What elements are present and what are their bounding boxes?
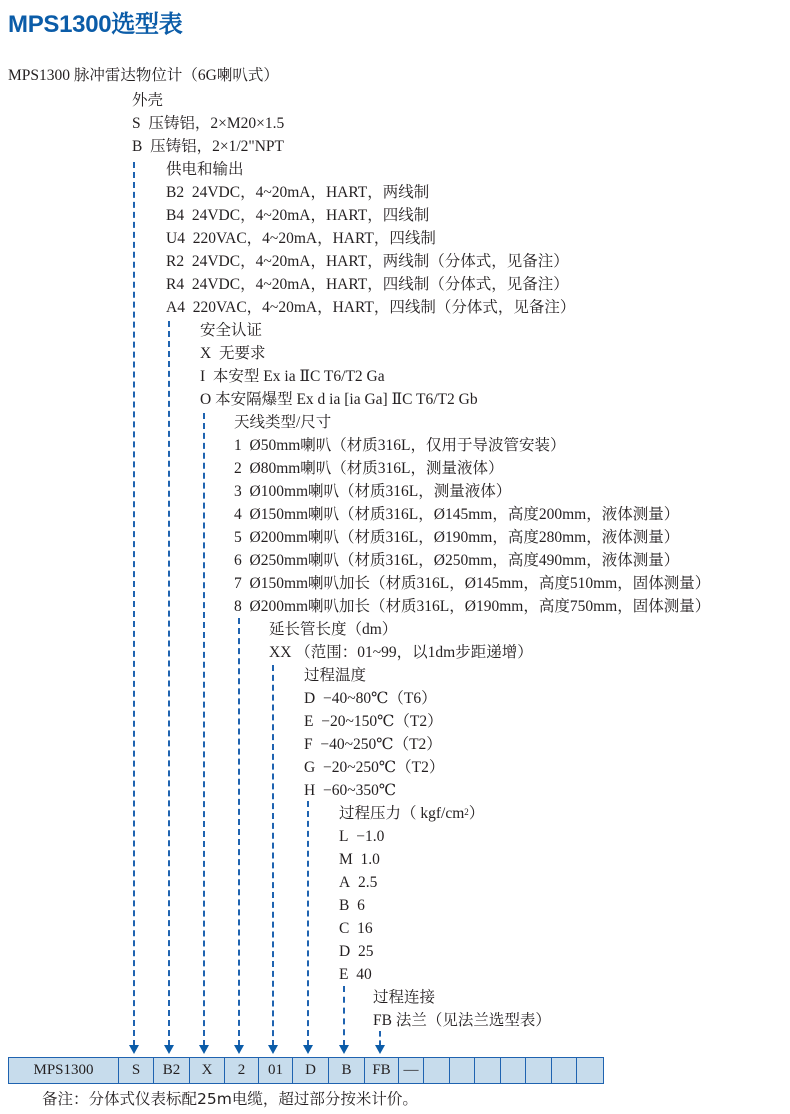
option-safety-o: O 本安隔爆型 Ex d ia [ia Ga] ⅡC T6/T2 Gb [200, 391, 478, 408]
option-power-a4: A4 220VAC，4~20mA，HART，四线制（分体式，见备注） [166, 299, 576, 316]
connector-line-housing [133, 162, 135, 1046]
connector-line-power [168, 321, 170, 1046]
section-heading-connection: 过程连接 [373, 989, 436, 1006]
code-cell-housing: S [119, 1058, 154, 1083]
section-heading-safety: 安全认证 [200, 322, 263, 339]
code-cell-pressure: B [329, 1058, 365, 1083]
option-safety-i: I 本安型 Ex ia ⅡC T6/T2 Ga [200, 368, 385, 385]
section-heading-temperature: 过程温度 [304, 667, 367, 684]
connector-line-connection [379, 1031, 381, 1046]
code-cell-empty [475, 1058, 501, 1083]
code-cell-connection: FB [365, 1058, 399, 1083]
option-temp-d: D −40~80℃（T6） [304, 690, 437, 707]
code-cell-temperature: D [293, 1058, 329, 1083]
option-temp-g: G −20~250℃（T2） [304, 759, 445, 776]
option-power-b2: B2 24VDC，4~20mA，HART，两线制 [166, 184, 430, 201]
arrow-down-icon [234, 1045, 244, 1054]
option-temp-h: H −60~350℃ [304, 782, 397, 799]
arrow-down-icon [268, 1045, 278, 1054]
code-cell-empty [424, 1058, 450, 1083]
option-connection-fb: FB 法兰（见法兰选型表） [373, 1012, 551, 1029]
option-power-r2: R2 24VDC，4~20mA，HART，两线制（分体式，见备注） [166, 253, 569, 270]
code-cell-empty [552, 1058, 578, 1083]
option-antenna-2: 2 Ø80mm喇叭（材质316L，测量液体） [234, 460, 504, 477]
arrow-down-icon [199, 1045, 209, 1054]
option-antenna-8: 8 Ø200mm喇叭加长（材质316L，Ø190mm，高度750mm，固体测量） [234, 598, 711, 615]
arrow-down-icon [164, 1045, 174, 1054]
code-cell-power: B2 [154, 1058, 190, 1083]
option-pressure-e: E 40 [339, 966, 372, 983]
code-cell-safety: X [190, 1058, 225, 1083]
option-housing-b: B 压铸铝，2×1/2"NPT [132, 138, 285, 155]
option-power-u4: U4 220VAC，4~20mA，HART，四线制 [166, 230, 436, 247]
option-pressure-d: D 25 [339, 943, 374, 960]
code-cell-empty [577, 1058, 603, 1083]
option-power-b4: B4 24VDC，4~20mA，HART，四线制 [166, 207, 430, 224]
code-cell-extension: 01 [259, 1058, 293, 1083]
section-heading-extension: 延长管长度（dm） [269, 621, 398, 638]
option-housing-s: S 压铸铝，2×M20×1.5 [132, 115, 285, 132]
connector-line-temperature [307, 801, 309, 1046]
section-heading-pressure: 过程压力（ kgf/$cm^2$） [339, 805, 485, 822]
option-pressure-a: A 2.5 [339, 874, 378, 891]
product-name: MPS1300 脉冲雷达物位计（6G喇叭式） [8, 67, 279, 84]
footnote: 备注：分体式仪表标配25m电缆，超过部分按米计价。 [42, 1090, 418, 1108]
option-pressure-c: C 16 [339, 920, 373, 937]
code-cell-dash: — [399, 1058, 424, 1083]
option-pressure-b: B 6 [339, 897, 365, 914]
option-antenna-1: 1 Ø50mm喇叭（材质316L，仅用于导波管安装） [234, 437, 566, 454]
option-temp-e: E −20~150℃（T2） [304, 713, 443, 730]
option-antenna-4: 4 Ø150mm喇叭（材质316L，Ø145mm，高度200mm，液体测量） [234, 506, 680, 523]
code-cell-empty [501, 1058, 527, 1083]
connector-line-antenna [238, 618, 240, 1046]
code-cell-empty [450, 1058, 476, 1083]
option-pressure-m: M 1.0 [339, 851, 380, 868]
option-antenna-5: 5 Ø200mm喇叭（材质316L，Ø190mm，高度280mm，液体测量） [234, 529, 680, 546]
option-power-r4: R4 24VDC，4~20mA，HART，四线制（分体式，见备注） [166, 276, 569, 293]
section-heading-antenna: 天线类型/尺寸 [234, 414, 332, 431]
option-extension-xx: XX （范围：01~99，以1dm步距递增） [269, 644, 533, 661]
option-antenna-7: 7 Ø150mm喇叭加长（材质316L，Ø145mm，高度510mm，固体测量） [234, 575, 711, 592]
arrow-down-icon [339, 1045, 349, 1054]
connector-line-safety [203, 413, 205, 1046]
code-cell-empty [526, 1058, 552, 1083]
option-safety-x: X 无要求 [200, 345, 266, 362]
arrow-down-icon [129, 1045, 139, 1054]
section-heading-housing: 外壳 [132, 92, 164, 109]
option-temp-f: F −40~250℃（T2） [304, 736, 442, 753]
option-antenna-3: 3 Ø100mm喇叭（材质316L，测量液体） [234, 483, 512, 500]
connector-line-pressure [343, 986, 345, 1046]
code-cell-antenna: 2 [225, 1058, 259, 1083]
page-title: MPS1300选型表 [8, 11, 183, 38]
option-pressure-l: L −1.0 [339, 828, 385, 845]
model-code-table [8, 1057, 604, 1084]
arrow-down-icon [375, 1045, 385, 1054]
arrow-down-icon [303, 1045, 313, 1054]
connector-line-extension [272, 665, 274, 1046]
code-cell-model: MPS1300 [9, 1058, 119, 1083]
option-antenna-6: 6 Ø250mm喇叭（材质316L，Ø250mm，高度490mm，液体测量） [234, 552, 680, 569]
section-heading-power: 供电和输出 [166, 161, 244, 178]
